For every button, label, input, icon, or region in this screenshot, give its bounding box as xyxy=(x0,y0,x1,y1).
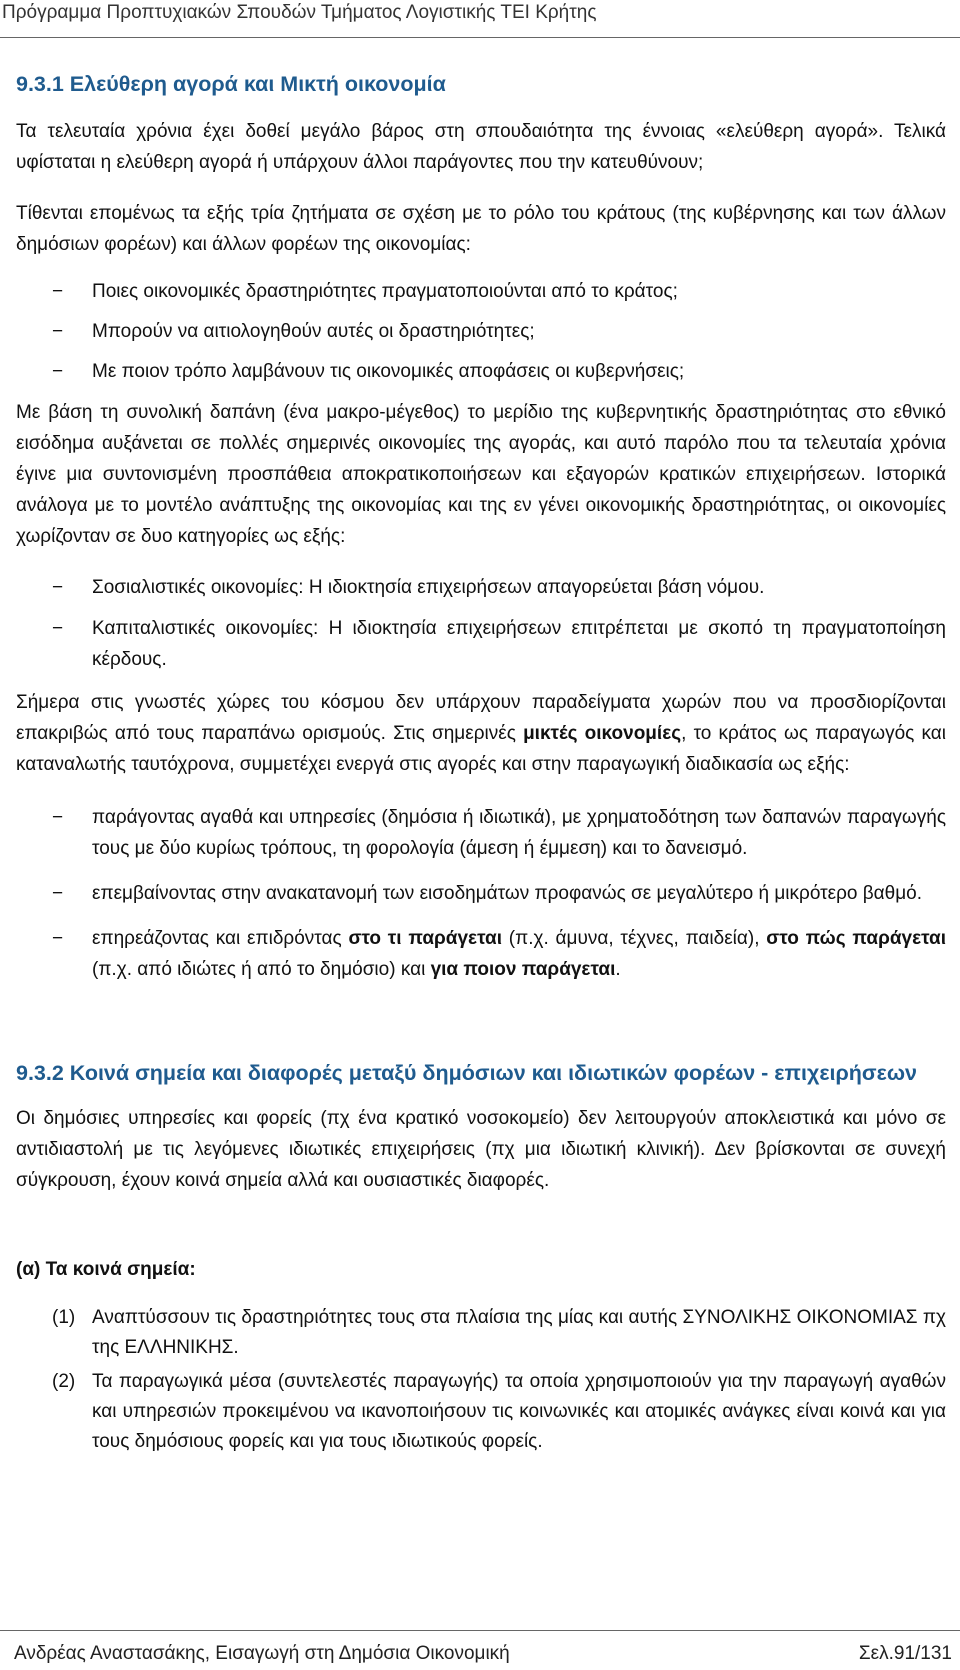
section-title-9-3-1: 9.3.1 Ελεύθερη αγορά και Μικτή οικονομία xyxy=(16,72,446,96)
subheading-common-points: (α) Τα κοινά σημεία: xyxy=(16,1259,196,1280)
list-item: − Σοσιαλιστικές οικονομίες: Η ιδιοκτησία επιχειρήσεων απαγορεύεται βάση νόμου. xyxy=(16,572,946,603)
list-item: − Καπιταλιστικές οικονομίες: Η ιδιοκτησία επιχειρήσεων επιτρέπεται με σκοπό τη πραγματοποίηση κέρδους. xyxy=(16,613,946,675)
dash-bullet: − xyxy=(52,321,64,342)
dash-bullet: − xyxy=(52,807,64,828)
paragraph-public-private: Οι δημόσιες υπηρεσίες και φορείς (πχ ένα κρατικό νοσοκομείο) δεν λειτουργούν αποκλειστικά και μόνο σε αντιδιαστολή με τις λεγόμενες ιδιωτικές επιχειρήσεις (πχ μια ιδιωτική κλινική). Δεν βρίσκονται σε συνεχή σύγκρουση, έχουν κοινά σημεία αλλά και ουσιαστικές διαφορές. xyxy=(16,1108,946,1191)
paragraph-total-expenditure: Με βάση τη συνολική δαπάνη (ένα μακρο-μέγεθος) το μερίδιο της κυβερνητικής δραστηριότητας στο εθνικό εισόδημα αυξάνεται σε πολλές σημερινές οικονομίες της αγοράς, και αυτό παρόλο που τα τελευταία χρόνια έγινε μια συντονισμένη προσπάθεια αποκρατικοποιήσεων και εξαγορών κρατικών επιχειρήσεων. Ιστορικά ανάλογα με το μοντέλο ανάπτυξης της οικονομίας και της εν γένει οικονομικής δραστηριότητας, οι οικονομίες χωρίζονταν σε δυο κατηγορίες ως εξής: xyxy=(16,402,946,547)
list-item: − Ποιες οικονομικές δραστηριότητες πραγματοποιούνται από το κράτος; xyxy=(16,276,946,307)
dash-bullet: − xyxy=(52,577,64,598)
paragraph-free-market: Τα τελευταία χρόνια έχει δοθεί μεγάλο βάρος στη σπουδαιότητα της έννοιας «ελεύθερη αγορά». Τελικά υφίσταται η ελεύθερη αγορά ή υπάρχουν άλλοι παράγοντες που την κατευθύνουν; xyxy=(16,121,946,173)
bold-mixed-economies: μικτές οικονομίες xyxy=(523,723,682,744)
page-body xyxy=(16,68,946,1461)
list-item: (2) Τα παραγωγικά μέσα (συντελεστές παραγωγής) τα οποία χρησιμοποιούν για την παραγωγή αγαθών και υπηρεσιών προκειμένου να ικανοποιήσουν τις κοινωνικές και ατομικές ανάγκες είναι κοινά και για τους δημόσιους φορείς και για τους ιδιωτικούς φορείς. xyxy=(16,1367,946,1457)
dash-bullet: − xyxy=(52,361,64,382)
running-header: Πρόγραμμα Προπτυχιακών Σπουδών Τμήματος Λογιστικής ΤΕΙ Κρήτης xyxy=(0,0,960,38)
list-item: − επεμβαίνοντας στην ανακατανομή των εισοδημάτων προφανώς σε μεγαλύτερο ή μικρότερο βαθμό. xyxy=(16,878,946,909)
economy-types-list xyxy=(16,572,946,675)
footer-author-title: Ανδρέας Αναστασάκης, Εισαγωγή στη Δημόσια Οικονομική xyxy=(14,1643,510,1664)
list-item: − παράγοντας αγαθά και υπηρεσίες (δημόσια ή ιδιωτικά), με χρηματοδότηση των δαπανών παραγωγής τους με δύο κυρίως τρόπους, τη φορολογία (άμεση ή έμμεση) και το δανεισμό. xyxy=(16,802,946,864)
dash-bullet: − xyxy=(52,883,64,904)
dash-bullet: − xyxy=(52,618,64,639)
state-roles-list xyxy=(16,802,946,985)
list-item: − επηρεάζοντας και επιδρόντας στο τι παράγεται (π.χ. άμυνα, τέχνες, παιδεία), στο πώς παράγεται (π.χ. από ιδιώτες ή από το δημόσιο) και για ποιον παράγεται. xyxy=(16,923,946,985)
section-title-9-3-2: 9.3.2 Κοινά σημεία και διαφορές μεταξύ δημόσιων και ιδιωτικών φορέων - επιχειρήσεων xyxy=(16,1061,917,1085)
dash-bullet: − xyxy=(52,281,64,302)
questions-list xyxy=(16,276,946,387)
dash-bullet: − xyxy=(52,928,64,949)
paragraph-three-issues: Τίθενται επομένως τα εξής τρία ζητήματα σε σχέση με το ρόλο του κράτους (της κυβέρνησης και των άλλων δημόσιων φορέων) και άλλων φορέων της οικονομίας: xyxy=(16,203,946,255)
list-item: (1) Αναπτύσσουν τις δραστηριότητες τους στα πλαίσια της μίας και αυτής ΣΥΝΟΛΙΚΗΣ ΟΙΚΟΝΟΜΙΑΣ πχ της ΕΛΛΗΝΙΚΗΣ. xyxy=(16,1303,946,1363)
list-marker: (1) xyxy=(52,1307,76,1328)
common-points-list xyxy=(16,1303,946,1457)
page-number: Σελ.91/131 xyxy=(858,1643,952,1664)
list-item: − Με ποιον τρόπο λαμβάνουν τις οικονομικές αποφάσεις οι κυβερνήσεις; xyxy=(16,356,946,387)
list-item: − Μπορούν να αιτιολογηθούν αυτές οι δραστηριότητες; xyxy=(16,316,946,347)
running-footer xyxy=(0,1630,960,1670)
paragraph-mixed-economies: Σήμερα στις γνωστές χώρες του κόσμου δεν υπάρχουν παραδείγματα χωρών που να προσδιορίζονται επακριβώς από τους παραπάνω ορισμούς. Στις σημερινές μικτές οικονομίες, το κράτος ως παραγωγός και καταναλωτής ταυτόχρονα, συμμετέχει ενεργά στις αγορές και στην παραγωγική διαδικασία ως εξής: xyxy=(16,692,946,775)
list-marker: (2) xyxy=(52,1371,76,1392)
